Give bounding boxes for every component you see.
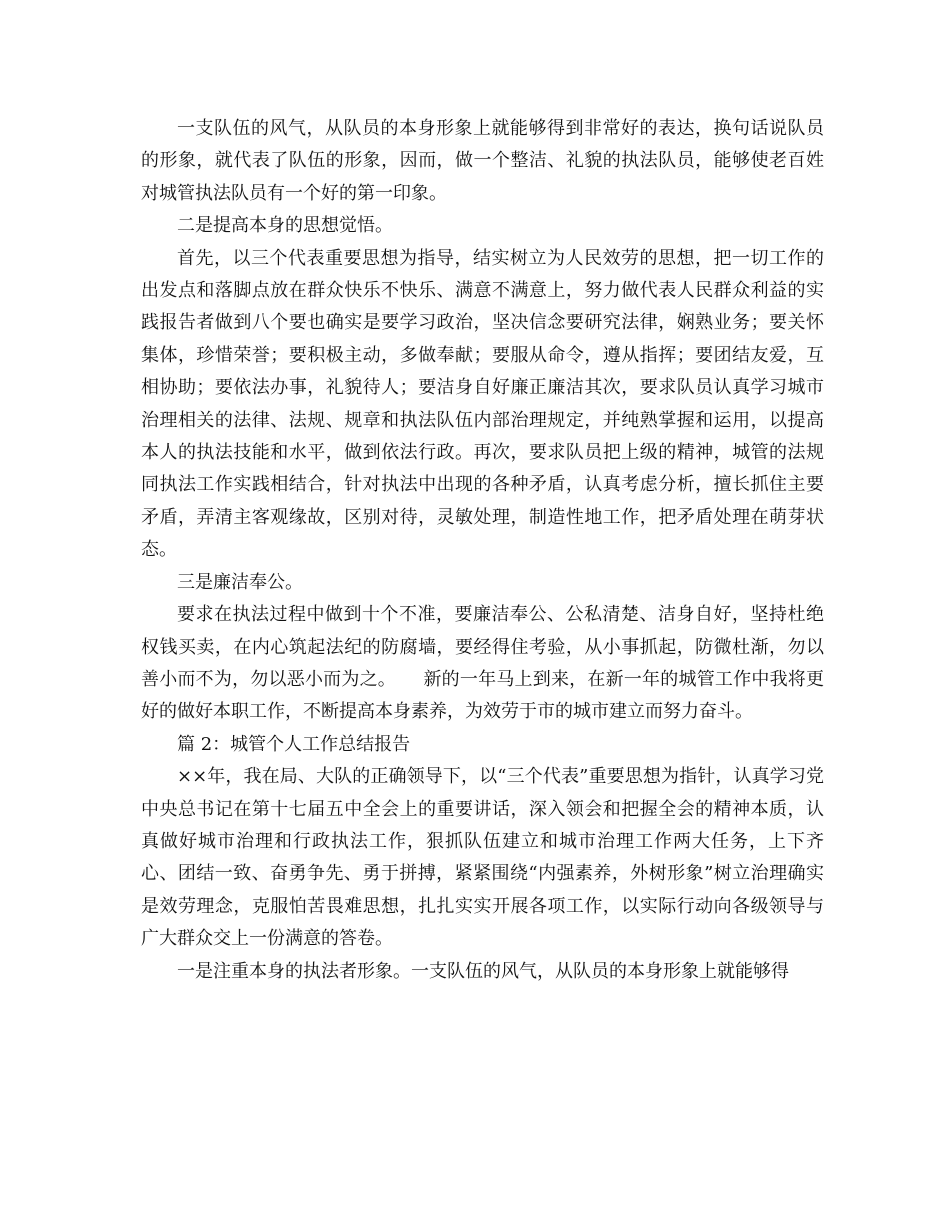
paragraph: 一是注重本身的执法者形象。一支队伍的风气，从队员的本身形象上就能够得 <box>177 960 789 982</box>
paragraph: 一支队伍的风气，从队员的本身形象上就能够得到非常好的表达，换句话说队员的形象，就代表了队伍的形象，因而，做一个整洁、礼貌的执法队员，能够使老百姓对城管执法队员有一个好的第一印象。 <box>141 118 824 204</box>
section-heading: 三是廉洁奉公。 <box>177 571 303 593</box>
paragraph: ××年，我在局、大队的正确领导下，以“三个代表”重要思想为指针，认真学习党中央总书记在第十七届五中全会上的重要讲话，深入领会和把握全会的精神本质，认真做好城市治理和行政执法工作，狠抓队伍建立和城市治理工作两大任务，上下齐心、团结一致、奋勇争先、勇于拼搏，紧紧围绕“内强素养，外树形象”树立治理确实是效劳理念，克服怕苦畏难思想，扎扎实实开展各项工作，以实际行动向各级领导与广大群众交上一份满意的答卷。 <box>141 766 824 950</box>
paragraph: 要求在执法过程中做到十个不准，要廉洁奉公、公私清楚、洁身自好，坚持杜绝权钱买卖，在内心筑起法纪的防腐墙，要经得住考验，从小事抓起，防微杜渐，勿以善小而不为，勿以恶小而为之。 新的一年马上到来，在新一年的城管工作中我将更好的做好本职工作，不断提高本身素养，为效劳于市的城市建立而努力奋斗。 <box>141 604 824 723</box>
section-heading: 二是提高本身的思想觉悟。 <box>177 215 393 237</box>
document-body <box>141 113 824 988</box>
article-title: 篇 2：城管个人工作总结报告 <box>177 733 411 755</box>
paragraph: 首先，以三个代表重要思想为指导，结实树立为人民效劳的思想，把一切工作的出发点和落脚点放在群众快乐不快乐、满意不满意上，努力做代表人民群众利益的实践报告者做到八个要也确实是要学习政治，坚决信念要研究法律，娴熟业务；要关怀集体，珍惜荣誉；要积极主动，多做奉献；要服从命令，遵从指挥；要团结友爱，互相协助；要依法办事，礼貌待人；要洁身自好廉正廉洁其次，要求队员认真学习城市治理相关的法律、法规、规章和执法队伍内部治理规定，并纯熟掌握和运用，以提高本人的执法技能和水平，做到依法行政。再次，要求队员把上级的精神，城管的法规同执法工作实践相结合，针对执法中出现的各种矛盾，认真考虑分析，擅长抓住主要矛盾，弄清主客观缘故，区别对待，灵敏处理，制造性地工作，把矛盾处理在萌芽状态。 <box>141 247 824 561</box>
